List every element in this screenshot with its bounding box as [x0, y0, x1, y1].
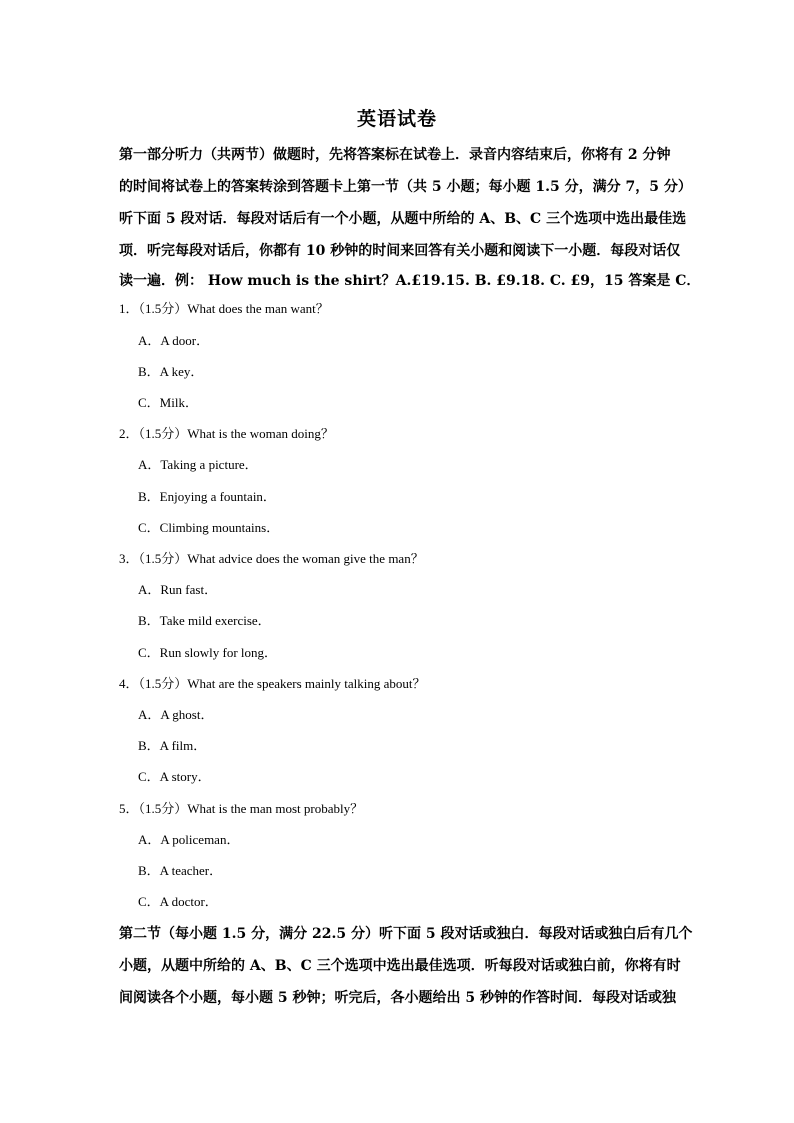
- instruction-line: 项．听完每段对话后，你都有 10 秒钟的时间来回答有关小题和阅读下一小题．每段对话仅: [119, 243, 681, 259]
- answer-option-c: C．Milk．: [138, 395, 198, 410]
- answer-option-b: B．A key．: [138, 364, 204, 379]
- answer-option-b: B．A film．: [138, 738, 207, 753]
- answer-option-a: A．A ghost．: [138, 707, 214, 722]
- answer-option-a: A．A door．: [138, 333, 210, 348]
- instruction-line: 听下面 5 段对话．每段对话后有一个小题，从题中所给的 A、B、C 三个选项中选出最佳选: [119, 211, 687, 227]
- instruction-line: 的时间将试卷上的答案转涂到答题卡上第一节（共 5 小题；每小题 1.5 分，满分 7，5 分）: [119, 179, 692, 195]
- answer-option-a: A．Taking a picture．: [138, 457, 258, 472]
- answer-option-c: C．Climbing mountains．: [138, 520, 280, 535]
- answer-option-c: C．A story．: [138, 769, 211, 784]
- answer-option-c: C．Run slowly for long．: [138, 645, 278, 660]
- instruction-line: 小题，从题中所给的 A、B、C 三个选项中选出最佳选项．听每段对话或独白前，你将有时: [119, 958, 681, 974]
- answer-option-b: B．A teacher．: [138, 863, 223, 878]
- question-stem: 5．（1.5分）What is the man most probably？: [119, 801, 364, 816]
- answer-option-a: A．A policeman．: [138, 832, 240, 847]
- instruction-line: 读一遍．例： How much is the shirt？A.£19.15. B. £9.18. C. £9，15 答案是 C．: [119, 273, 701, 289]
- answer-option-c: C．A doctor．: [138, 894, 218, 909]
- question-stem: 3．（1.5分）What advice does the woman give the man？: [119, 551, 424, 566]
- instruction-line: 第二节（每小题 1.5 分，满分 22.5 分）听下面 5 段对话或独白．每段对话或独白后有几个: [119, 926, 693, 942]
- answer-option-b: B．Take mild exercise．: [138, 613, 271, 628]
- question-stem: 4．（1.5分）What are the speakers mainly talking about？: [119, 676, 426, 691]
- question-stem: 1．（1.5分）What does the man want？: [119, 301, 329, 316]
- page-title: 英语试卷: [356, 108, 437, 130]
- instruction-line: 间阅读各个小题，每小题 5 秒钟；听完后，各小题给出 5 秒钟的作答时间．每段对话或独: [119, 990, 676, 1006]
- question-stem: 2．（1.5分）What is the woman doing？: [119, 426, 334, 441]
- answer-option-a: A．Run fast．: [138, 582, 218, 597]
- instruction-line: 第一部分听力（共两节）做题时，先将答案标在试卷上．录音内容结束后，你将有 2 分钟: [119, 147, 671, 163]
- answer-option-b: B．Enjoying a fountain．: [138, 489, 276, 504]
